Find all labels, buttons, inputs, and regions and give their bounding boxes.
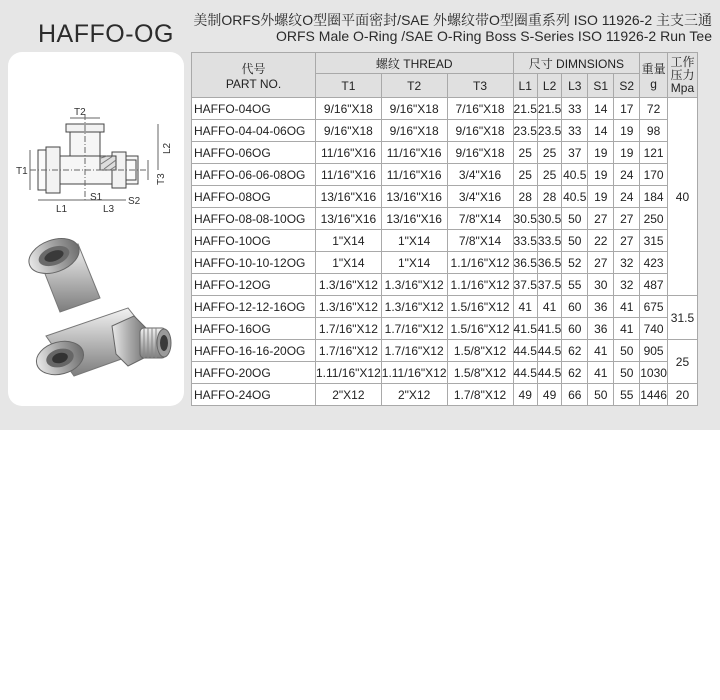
cell-l1: 44.5 (513, 340, 537, 362)
cell-t1: 1.3/16"X12 (316, 296, 382, 318)
cell-t1: 1"X14 (316, 252, 382, 274)
cell-t3: 1.1/16"X12 (447, 252, 513, 274)
header-pressure-cn2: 压力 (670, 67, 695, 82)
cell-s1: 36 (588, 296, 614, 318)
cell-l2: 44.5 (537, 362, 561, 384)
cell-weight: 675 (640, 296, 668, 318)
cell-s1: 14 (588, 98, 614, 120)
cell-part: HAFFO-04OG (192, 98, 316, 120)
cell-t2: 1.7/16"X12 (381, 340, 447, 362)
cell-part: HAFFO-20OG (192, 362, 316, 384)
cell-t3: 3/4"X16 (447, 164, 513, 186)
cell-s1: 50 (588, 384, 614, 406)
cell-weight: 315 (640, 230, 668, 252)
cell-l2: 23.5 (537, 120, 561, 142)
cell-part: HAFFO-16OG (192, 318, 316, 340)
cell-l1: 36.5 (513, 252, 537, 274)
cell-part: HAFFO-08OG (192, 186, 316, 208)
cell-l2: 44.5 (537, 340, 561, 362)
header-s2: S2 (614, 74, 640, 98)
cell-l1: 44.5 (513, 362, 537, 384)
cell-s2: 24 (614, 164, 640, 186)
drawing-label-t1: T1 (16, 166, 28, 177)
cell-t2: 1"X14 (381, 252, 447, 274)
cell-s2: 17 (614, 98, 640, 120)
table-row (192, 384, 698, 406)
header-l1: L1 (513, 74, 537, 98)
table-row (192, 274, 698, 296)
cell-t3: 1.5/8"X12 (447, 362, 513, 384)
header-weight (640, 53, 668, 98)
cell-s1: 27 (588, 252, 614, 274)
cell-l2: 21.5 (537, 98, 561, 120)
header-pressure-cn1: 工作 (670, 54, 695, 69)
cell-s1: 19 (588, 186, 614, 208)
cell-t2: 11/16"X16 (381, 142, 447, 164)
cell-t1: 11/16"X16 (316, 142, 382, 164)
cell-t2: 11/16"X16 (381, 164, 447, 186)
cell-t2: 13/16"X16 (381, 208, 447, 230)
cell-s1: 41 (588, 362, 614, 384)
header-pressure-unit: Mpa (670, 80, 695, 95)
cell-l3: 66 (562, 384, 588, 406)
cell-t2: 1"X14 (381, 230, 447, 252)
cell-s1: 19 (588, 142, 614, 164)
table-row (192, 186, 698, 208)
cell-part: HAFFO-16-16-20OG (192, 340, 316, 362)
cell-s1: 14 (588, 120, 614, 142)
cell-t2: 13/16"X16 (381, 186, 447, 208)
cell-s2: 50 (614, 340, 640, 362)
cell-t2: 2"X12 (381, 384, 447, 406)
cell-l3: 52 (562, 252, 588, 274)
cell-s2: 27 (614, 208, 640, 230)
cell-t2: 9/16"X18 (381, 120, 447, 142)
cell-l1: 41 (513, 296, 537, 318)
drawing-label-l1: L1 (56, 204, 68, 212)
cell-t2: 1.11/16"X12 (381, 362, 447, 384)
cell-s1: 36 (588, 318, 614, 340)
table-row (192, 98, 698, 120)
drawing-label-s1: S1 (90, 192, 103, 203)
cell-weight: 1030 (640, 362, 668, 384)
cell-weight: 423 (640, 252, 668, 274)
header-thread: 螺纹 THREAD (316, 53, 514, 74)
title-chinese: 美制ORFS外螺纹O型圈平面密封/SAE 外螺纹带O型圈重系列 ISO 11926-2 主支三通 (193, 12, 712, 28)
cell-l2: 33.5 (537, 230, 561, 252)
cell-l3: 40.5 (562, 164, 588, 186)
cell-part: HAFFO-12-12-16OG (192, 296, 316, 318)
cell-t2: 9/16"X18 (381, 98, 447, 120)
cell-s2: 27 (614, 230, 640, 252)
cell-l1: 21.5 (513, 98, 537, 120)
cell-s2: 19 (614, 120, 640, 142)
spec-table-body (192, 98, 698, 406)
title-english: ORFS Male O-Ring /SAE O-Ring Boss S-Series ISO 11926-2 Run Tee (276, 28, 712, 44)
drawing-label-t3: T3 (156, 173, 167, 185)
cell-pressure: 40 (667, 98, 697, 296)
table-row (192, 252, 698, 274)
cell-t3: 1.5/16"X12 (447, 296, 513, 318)
cell-t3: 9/16"X18 (447, 120, 513, 142)
cell-weight: 121 (640, 142, 668, 164)
cell-l3: 50 (562, 230, 588, 252)
cell-t1: 13/16"X16 (316, 208, 382, 230)
header-t1: T1 (316, 74, 382, 98)
cell-t1: 1.7/16"X12 (316, 340, 382, 362)
header-l2: L2 (537, 74, 561, 98)
cell-l1: 23.5 (513, 120, 537, 142)
cell-weight: 184 (640, 186, 668, 208)
cell-t1: 13/16"X16 (316, 186, 382, 208)
cell-l1: 41.5 (513, 318, 537, 340)
cell-t1: 2"X12 (316, 384, 382, 406)
cell-l3: 33 (562, 120, 588, 142)
cell-s2: 41 (614, 318, 640, 340)
cell-part: HAFFO-08-08-10OG (192, 208, 316, 230)
cell-s2: 32 (614, 274, 640, 296)
table-row (192, 230, 698, 252)
technical-drawing (8, 52, 184, 212)
header-pressure (667, 53, 697, 98)
cell-t3: 3/4"X16 (447, 186, 513, 208)
drawing-label-l3: L3 (103, 204, 115, 212)
table-row (192, 362, 698, 384)
cell-l3: 40.5 (562, 186, 588, 208)
cell-weight: 250 (640, 208, 668, 230)
cell-l1: 25 (513, 164, 537, 186)
header-s1: S1 (588, 74, 614, 98)
cell-l2: 30.5 (537, 208, 561, 230)
cell-pressure: 20 (667, 384, 697, 406)
cell-s1: 19 (588, 164, 614, 186)
cell-t2: 1.7/16"X12 (381, 318, 447, 340)
cell-t3: 1.5/8"X12 (447, 340, 513, 362)
cell-s1: 27 (588, 208, 614, 230)
cell-t3: 7/16"X18 (447, 98, 513, 120)
table-row (192, 120, 698, 142)
cell-s2: 55 (614, 384, 640, 406)
cell-l2: 41.5 (537, 318, 561, 340)
model-title: HAFFO-OG (38, 20, 174, 48)
cell-t1: 1.7/16"X12 (316, 318, 382, 340)
product-image-box (8, 52, 184, 406)
cell-l1: 49 (513, 384, 537, 406)
table-row (192, 142, 698, 164)
header-t2: T2 (381, 74, 447, 98)
cell-part: HAFFO-12OG (192, 274, 316, 296)
cell-weight: 72 (640, 98, 668, 120)
header-dimensions: 尺寸 DIMNSIONS (513, 53, 640, 74)
cell-s1: 22 (588, 230, 614, 252)
cell-t3: 9/16"X18 (447, 142, 513, 164)
drawing-label-t2: T2 (74, 107, 86, 118)
header-part-no (192, 53, 316, 98)
cell-l3: 33 (562, 98, 588, 120)
cell-part: HAFFO-10-10-12OG (192, 252, 316, 274)
cell-t2: 1.3/16"X12 (381, 296, 447, 318)
cell-part: HAFFO-06-06-08OG (192, 164, 316, 186)
cell-t3: 1.1/16"X12 (447, 274, 513, 296)
cell-pressure: 31.5 (667, 296, 697, 340)
table-row (192, 318, 698, 340)
table-row (192, 164, 698, 186)
table-row (192, 296, 698, 318)
header-weight-cn: 重量 (641, 61, 666, 76)
cell-l2: 36.5 (537, 252, 561, 274)
drawing-label-s2: S2 (128, 196, 141, 207)
spec-table (191, 52, 698, 406)
cell-s2: 32 (614, 252, 640, 274)
cell-l2: 37.5 (537, 274, 561, 296)
cell-t1: 9/16"X18 (316, 120, 382, 142)
header-part-cn: 代号 (241, 61, 266, 76)
cell-weight: 905 (640, 340, 668, 362)
header-t3: T3 (447, 74, 513, 98)
cell-l1: 25 (513, 142, 537, 164)
cell-s2: 24 (614, 186, 640, 208)
cell-l3: 62 (562, 362, 588, 384)
cell-l3: 62 (562, 340, 588, 362)
cell-part: HAFFO-06OG (192, 142, 316, 164)
cell-t3: 7/8"X14 (447, 208, 513, 230)
cell-t3: 7/8"X14 (447, 230, 513, 252)
cell-weight: 170 (640, 164, 668, 186)
cell-weight: 740 (640, 318, 668, 340)
cell-l3: 50 (562, 208, 588, 230)
cell-t2: 1.3/16"X12 (381, 274, 447, 296)
cell-t1: 9/16"X18 (316, 98, 382, 120)
table-row (192, 208, 698, 230)
header-part-en: PART NO. (225, 76, 282, 91)
product-photo (8, 216, 184, 406)
cell-t1: 1.3/16"X12 (316, 274, 382, 296)
header-l3: L3 (562, 74, 588, 98)
cell-s2: 50 (614, 362, 640, 384)
cell-part: HAFFO-10OG (192, 230, 316, 252)
cell-t1: 1.11/16"X12 (316, 362, 382, 384)
cell-l3: 60 (562, 318, 588, 340)
cell-s2: 19 (614, 142, 640, 164)
cell-t3: 1.7/8"X12 (447, 384, 513, 406)
cell-l3: 60 (562, 296, 588, 318)
cell-l1: 37.5 (513, 274, 537, 296)
cell-l2: 25 (537, 164, 561, 186)
cell-weight: 1446 (640, 384, 668, 406)
drawing-label-l2: L2 (162, 142, 173, 154)
cell-s2: 41 (614, 296, 640, 318)
cell-l1: 30.5 (513, 208, 537, 230)
cell-t1: 11/16"X16 (316, 164, 382, 186)
cell-l1: 28 (513, 186, 537, 208)
cell-l2: 49 (537, 384, 561, 406)
cell-pressure: 25 (667, 340, 697, 384)
cell-l2: 25 (537, 142, 561, 164)
cell-s1: 30 (588, 274, 614, 296)
cell-t1: 1"X14 (316, 230, 382, 252)
cell-part: HAFFO-04-04-06OG (192, 120, 316, 142)
cell-weight: 487 (640, 274, 668, 296)
header-weight-unit: g (650, 76, 657, 91)
cell-l2: 28 (537, 186, 561, 208)
table-row (192, 340, 698, 362)
cell-t3: 1.5/16"X12 (447, 318, 513, 340)
cell-l1: 33.5 (513, 230, 537, 252)
cell-l2: 41 (537, 296, 561, 318)
cell-part: HAFFO-24OG (192, 384, 316, 406)
cell-weight: 98 (640, 120, 668, 142)
cell-l3: 37 (562, 142, 588, 164)
cell-l3: 55 (562, 274, 588, 296)
cell-s1: 41 (588, 340, 614, 362)
